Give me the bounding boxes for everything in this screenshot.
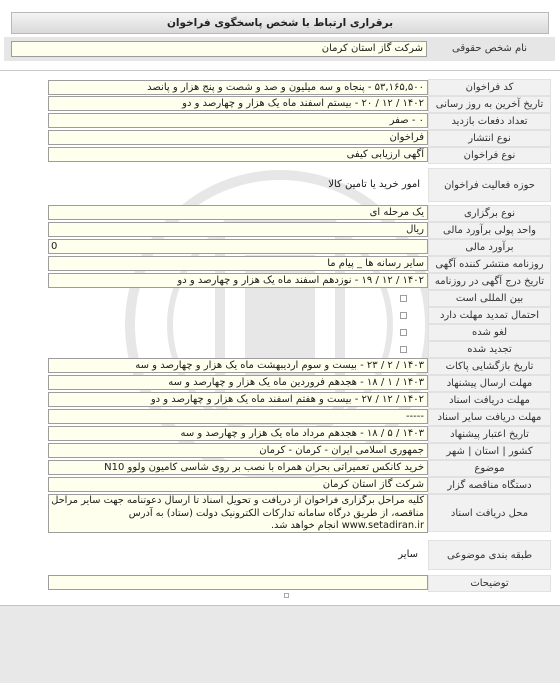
location-label: کشور | استان | شهر <box>428 443 551 460</box>
cancelled-label: لغو شده <box>428 324 551 341</box>
renewed-checkbox <box>400 346 407 353</box>
other-documents-value: ----- <box>48 409 428 424</box>
notes-label: توضیحات <box>428 575 551 592</box>
location-value: جمهوری اسلامی ایران - کرمان - کرمان <box>48 443 428 458</box>
document-location-label: محل دریافت اسناد <box>428 494 551 532</box>
legal-entity-value: شرکت گاز استان کرمان <box>11 41 427 57</box>
proposal-validity-value: ۱۴۰۳ / ۵ / ۱۸ - هجدهم مرداد ماه یک هزار و چهارصد و سه <box>48 426 428 441</box>
legal-entity-label: نام شخص حقوقی <box>428 40 551 57</box>
publish-type-label: نوع انتشار <box>428 130 551 147</box>
visit-count-value: ۰ - صفر <box>48 113 428 128</box>
call-type-value: آگهی ارزیابی کیفی <box>48 147 428 162</box>
call-type-label: نوع فراخوان <box>428 147 551 164</box>
currency-unit-value: ریال <box>48 222 428 237</box>
international-label: بین المللی است <box>428 290 551 307</box>
last-update-label: تاریخ آخرین به روز رسانی <box>428 96 551 113</box>
document-location-value: کلیه مراحل برگزاری فراخوان از دریافت و تحویل اسناد تا ارسال دعوتنامه جهت سایر مراحل مناقصه، از طریق درگاه سامانه تدارکات الکترونیک دولت (ستاد) به آدرس www.setadiran.ir انجام خواهد شد. <box>48 494 428 533</box>
contact-header: برقراری ارتباط با شخص پاسخگوی فراخوان <box>11 12 549 34</box>
call-code-label: کد فراخوان <box>428 79 551 96</box>
footer-mark <box>284 593 289 598</box>
cancelled-checkbox <box>400 329 407 336</box>
subject-label: موضوع <box>428 460 551 477</box>
international-checkbox <box>400 295 407 302</box>
newspaper-date-value: ۱۴۰۲ / ۱۲ / ۱۹ - نوزدهم اسفند ماه یک هزار و چهارصد و دو <box>48 273 428 288</box>
publish-type-value: فراخوان <box>48 130 428 145</box>
call-code-value: ۵۳,۱۶۵,۵۰۰ - پنجاه و سه میلیون و صد و شصت و پنج هزار و پانصد <box>48 80 428 95</box>
last-update-value: ۱۴۰۲ / ۱۲ / ۲۰ - بیستم اسفند ماه یک هزار و چهارصد و دو <box>48 96 428 111</box>
currency-unit-label: واحد پولی برآورد مالی <box>428 222 551 239</box>
organizer-value: شرکت گاز استان کرمان <box>48 477 428 492</box>
deadline-extension-checkbox <box>400 312 407 319</box>
envelope-opening-label: تاریخ بازگشایی پاکات <box>428 358 551 375</box>
financial-estimate-value: 0 <box>48 239 428 254</box>
category-label: طبقه بندی موضوعی <box>428 540 551 570</box>
document-deadline-label: مهلت دریافت اسناد <box>428 392 551 409</box>
renewed-label: تجدید شده <box>428 341 551 358</box>
activity-area-label: حوزه فعالیت فراخوان <box>428 168 551 202</box>
divider <box>0 70 560 71</box>
holding-type-value: یک مرحله ای <box>48 205 428 220</box>
newspaper-date-label: تاریخ درج آگهی در روزنامه <box>428 273 551 290</box>
holding-type-label: نوع برگزاری <box>428 205 551 222</box>
document-deadline-value: ۱۴۰۲ / ۱۲ / ۲۷ - بیست و هفتم اسفند ماه یک هزار و چهارصد و دو <box>48 392 428 407</box>
proposal-deadline-label: مهلت ارسال پیشنهاد <box>428 375 551 392</box>
deadline-extension-label: احتمال تمدید مهلت دارد <box>428 307 551 324</box>
proposal-validity-label: تاریخ اعتبار پیشنهاد <box>428 426 551 443</box>
activity-area-value: امور خرید یا تامین کالا <box>328 179 420 190</box>
category-value: سایر <box>398 549 418 560</box>
subject-value: خرید کانکس تعمیراتی بحران همراه با نصب بر روی شاسی کامیون ولوو N10 <box>48 460 428 475</box>
newspaper-label: روزنامه منتشر کننده آگهی <box>428 256 551 273</box>
notes-value <box>48 575 428 590</box>
proposal-deadline-value: ۱۴۰۳ / ۱ / ۱۸ - هجدهم فروردین ماه یک هزار و چهارصد و سه <box>48 375 428 390</box>
visit-count-label: تعداد دفعات بازدید <box>428 113 551 130</box>
newspaper-value: سایر رسانه ها _ پیام ما <box>48 256 428 271</box>
organizer-label: دستگاه مناقصه گزار <box>428 477 551 494</box>
footer-band <box>0 605 560 683</box>
envelope-opening-value: ۱۴۰۳ / ۲ / ۲۳ - بیست و سوم اردیبهشت ماه یک هزار و چهارصد و سه <box>48 358 428 373</box>
financial-estimate-label: برآورد مالی <box>428 239 551 256</box>
other-documents-label: مهلت دریافت سایر اسناد <box>428 409 551 426</box>
